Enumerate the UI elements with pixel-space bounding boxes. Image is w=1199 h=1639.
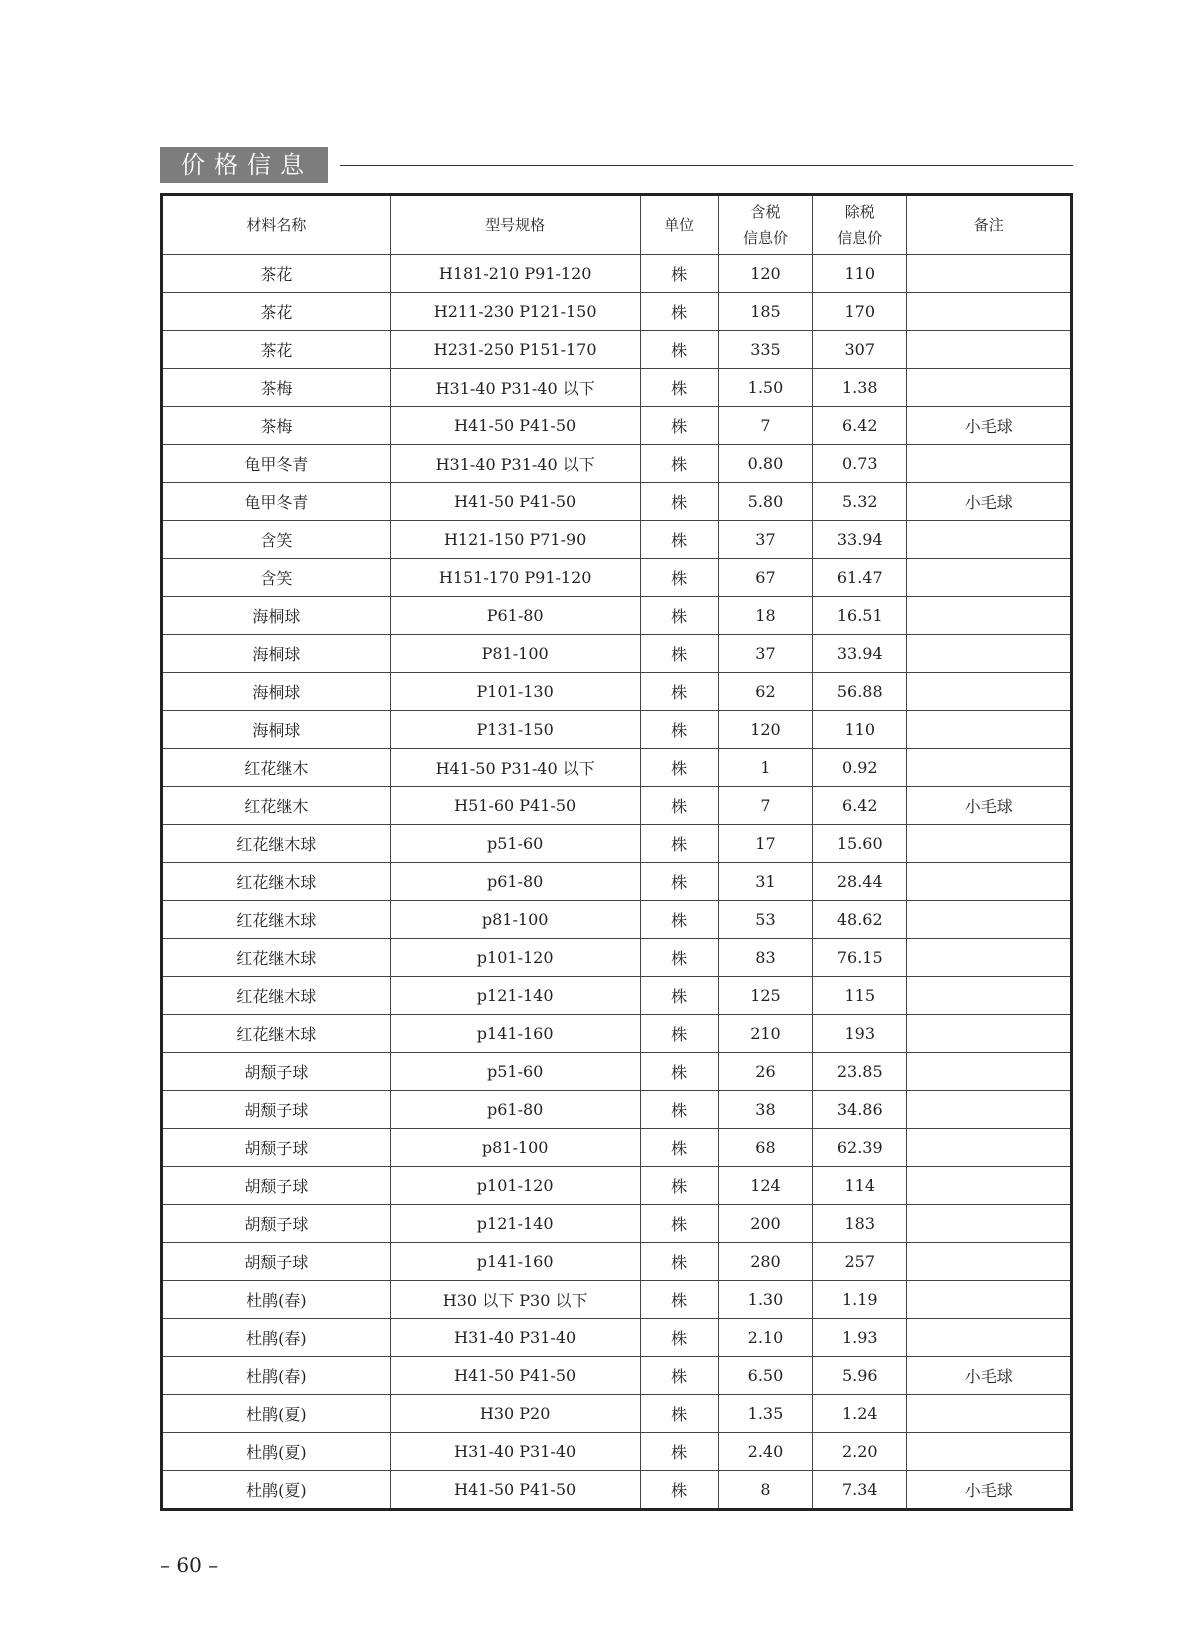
cell-material-name: 海桐球 <box>162 673 391 711</box>
table-row <box>162 1281 1072 1319</box>
cell-unit: 株 <box>640 1281 718 1319</box>
cell-tax-excl-price: 33.94 <box>813 521 907 559</box>
cell-tax-excl-price: 62.39 <box>813 1129 907 1167</box>
cell-tax-excl-price: 115 <box>813 977 907 1015</box>
cell-tax-excl-price: 16.51 <box>813 597 907 635</box>
cell-unit: 株 <box>640 369 718 407</box>
cell-tax-incl-price: 125 <box>718 977 812 1015</box>
cell-spec: H31-40 P31-40 以下 <box>390 445 640 483</box>
cell-tax-excl-price: 28.44 <box>813 863 907 901</box>
cell-material-name: 杜鹃(夏) <box>162 1433 391 1471</box>
cell-material-name: 胡颓子球 <box>162 1167 391 1205</box>
cell-tax-incl-price: 53 <box>718 901 812 939</box>
cell-tax-excl-price: 6.42 <box>813 787 907 825</box>
cell-spec: P61-80 <box>390 597 640 635</box>
cell-tax-excl-price: 34.86 <box>813 1091 907 1129</box>
header-tax-incl-line2: 信息价 <box>742 229 788 247</box>
cell-note <box>907 673 1072 711</box>
header-tax-incl-price <box>718 195 812 255</box>
cell-tax-incl-price: 18 <box>718 597 812 635</box>
table-row <box>162 673 1072 711</box>
cell-material-name: 胡颓子球 <box>162 1129 391 1167</box>
price-table <box>160 193 1073 1511</box>
table-row <box>162 445 1072 483</box>
cell-tax-incl-price: 68 <box>718 1129 812 1167</box>
cell-tax-excl-price: 1.19 <box>813 1281 907 1319</box>
cell-material-name: 海桐球 <box>162 635 391 673</box>
cell-spec: H31-40 P31-40 <box>390 1319 640 1357</box>
cell-spec: p121-140 <box>390 977 640 1015</box>
cell-material-name: 含笑 <box>162 559 391 597</box>
cell-tax-excl-price: 33.94 <box>813 635 907 673</box>
cell-spec: H31-40 P31-40 <box>390 1433 640 1471</box>
cell-note: 小毛球 <box>907 483 1072 521</box>
cell-note: 小毛球 <box>907 1357 1072 1395</box>
table-row <box>162 901 1072 939</box>
cell-material-name: 胡颓子球 <box>162 1053 391 1091</box>
cell-tax-incl-price: 6.50 <box>718 1357 812 1395</box>
cell-unit: 株 <box>640 1471 718 1510</box>
section-divider <box>340 165 1073 166</box>
cell-tax-incl-price: 2.10 <box>718 1319 812 1357</box>
cell-material-name: 红花继木球 <box>162 1015 391 1053</box>
cell-unit: 株 <box>640 331 718 369</box>
cell-spec: p121-140 <box>390 1205 640 1243</box>
cell-unit: 株 <box>640 1243 718 1281</box>
cell-note <box>907 635 1072 673</box>
cell-material-name: 胡颓子球 <box>162 1205 391 1243</box>
header-tax-excl-line1: 除税 <box>844 203 875 221</box>
cell-spec: p101-120 <box>390 939 640 977</box>
cell-note <box>907 1053 1072 1091</box>
cell-note <box>907 445 1072 483</box>
table-row <box>162 749 1072 787</box>
cell-unit: 株 <box>640 635 718 673</box>
cell-spec: p51-60 <box>390 1053 640 1091</box>
cell-tax-excl-price: 114 <box>813 1167 907 1205</box>
header-material-name: 材料名称 <box>162 195 391 255</box>
cell-note <box>907 749 1072 787</box>
table-header-row <box>162 195 1072 255</box>
table-row <box>162 1053 1072 1091</box>
cell-unit: 株 <box>640 1091 718 1129</box>
cell-tax-excl-price: 61.47 <box>813 559 907 597</box>
cell-tax-excl-price: 183 <box>813 1205 907 1243</box>
cell-unit: 株 <box>640 445 718 483</box>
cell-tax-incl-price: 83 <box>718 939 812 977</box>
cell-spec: p61-80 <box>390 863 640 901</box>
table-row <box>162 521 1072 559</box>
cell-note <box>907 1091 1072 1129</box>
cell-tax-incl-price: 37 <box>718 521 812 559</box>
cell-note <box>907 331 1072 369</box>
cell-unit: 株 <box>640 597 718 635</box>
cell-tax-excl-price: 257 <box>813 1243 907 1281</box>
cell-material-name: 茶梅 <box>162 369 391 407</box>
cell-note <box>907 1243 1072 1281</box>
cell-material-name: 茶花 <box>162 331 391 369</box>
cell-tax-incl-price: 210 <box>718 1015 812 1053</box>
cell-unit: 株 <box>640 1129 718 1167</box>
table-row <box>162 939 1072 977</box>
cell-tax-excl-price: 56.88 <box>813 673 907 711</box>
cell-tax-incl-price: 120 <box>718 711 812 749</box>
cell-tax-incl-price: 37 <box>718 635 812 673</box>
header-spec: 型号规格 <box>390 195 640 255</box>
cell-unit: 株 <box>640 825 718 863</box>
cell-unit: 株 <box>640 1395 718 1433</box>
cell-tax-incl-price: 7 <box>718 787 812 825</box>
cell-note <box>907 293 1072 331</box>
cell-tax-incl-price: 67 <box>718 559 812 597</box>
table-row <box>162 1129 1072 1167</box>
cell-tax-excl-price: 193 <box>813 1015 907 1053</box>
cell-note <box>907 863 1072 901</box>
cell-note <box>907 825 1072 863</box>
cell-spec: H211-230 P121-150 <box>390 293 640 331</box>
cell-spec: H151-170 P91-120 <box>390 559 640 597</box>
cell-unit: 株 <box>640 787 718 825</box>
cell-tax-incl-price: 1.30 <box>718 1281 812 1319</box>
cell-material-name: 胡颓子球 <box>162 1243 391 1281</box>
table-row <box>162 407 1072 445</box>
cell-tax-incl-price: 335 <box>718 331 812 369</box>
cell-tax-incl-price: 26 <box>718 1053 812 1091</box>
cell-tax-incl-price: 280 <box>718 1243 812 1281</box>
cell-spec: H231-250 P151-170 <box>390 331 640 369</box>
table-row <box>162 597 1072 635</box>
cell-note <box>907 1015 1072 1053</box>
table-row <box>162 1319 1072 1357</box>
cell-material-name: 红花继木球 <box>162 901 391 939</box>
cell-spec: P101-130 <box>390 673 640 711</box>
table-row <box>162 1091 1072 1129</box>
table-row <box>162 1243 1072 1281</box>
cell-unit: 株 <box>640 1433 718 1471</box>
cell-tax-excl-price: 110 <box>813 711 907 749</box>
cell-tax-excl-price: 48.62 <box>813 901 907 939</box>
cell-tax-incl-price: 7 <box>718 407 812 445</box>
cell-spec: p101-120 <box>390 1167 640 1205</box>
table-row <box>162 711 1072 749</box>
cell-tax-excl-price: 110 <box>813 255 907 293</box>
table-row <box>162 635 1072 673</box>
table-row <box>162 1471 1072 1510</box>
cell-spec: H30 P20 <box>390 1395 640 1433</box>
cell-note <box>907 901 1072 939</box>
cell-tax-incl-price: 200 <box>718 1205 812 1243</box>
cell-tax-excl-price: 5.32 <box>813 483 907 521</box>
cell-material-name: 茶花 <box>162 293 391 331</box>
cell-material-name: 胡颓子球 <box>162 1091 391 1129</box>
cell-material-name: 海桐球 <box>162 597 391 635</box>
table-row <box>162 293 1072 331</box>
cell-spec: p81-100 <box>390 1129 640 1167</box>
cell-tax-excl-price: 0.73 <box>813 445 907 483</box>
cell-material-name: 红花继木球 <box>162 939 391 977</box>
cell-note <box>907 559 1072 597</box>
cell-tax-excl-price: 23.85 <box>813 1053 907 1091</box>
cell-tax-incl-price: 5.80 <box>718 483 812 521</box>
header-tax-excl-line2: 信息价 <box>837 229 883 247</box>
cell-tax-excl-price: 6.42 <box>813 407 907 445</box>
table-row <box>162 1167 1072 1205</box>
cell-tax-excl-price: 2.20 <box>813 1433 907 1471</box>
header-note: 备注 <box>907 195 1072 255</box>
cell-note: 小毛球 <box>907 787 1072 825</box>
table-row <box>162 787 1072 825</box>
cell-spec: H31-40 P31-40 以下 <box>390 369 640 407</box>
cell-spec: p61-80 <box>390 1091 640 1129</box>
cell-note <box>907 711 1072 749</box>
table-row <box>162 483 1072 521</box>
cell-material-name: 海桐球 <box>162 711 391 749</box>
cell-material-name: 茶梅 <box>162 407 391 445</box>
cell-tax-incl-price: 62 <box>718 673 812 711</box>
cell-unit: 株 <box>640 939 718 977</box>
cell-material-name: 红花继木球 <box>162 977 391 1015</box>
table-row <box>162 1395 1072 1433</box>
cell-spec: H51-60 P41-50 <box>390 787 640 825</box>
cell-spec: H41-50 P31-40 以下 <box>390 749 640 787</box>
cell-note <box>907 1319 1072 1357</box>
table-row <box>162 977 1072 1015</box>
cell-unit: 株 <box>640 1205 718 1243</box>
cell-material-name: 茶花 <box>162 255 391 293</box>
cell-unit: 株 <box>640 521 718 559</box>
cell-note <box>907 255 1072 293</box>
cell-unit: 株 <box>640 483 718 521</box>
section-title: 价格信息 <box>160 147 328 183</box>
cell-note: 小毛球 <box>907 1471 1072 1510</box>
cell-tax-incl-price: 0.80 <box>718 445 812 483</box>
header-unit: 单位 <box>640 195 718 255</box>
cell-note <box>907 1281 1072 1319</box>
cell-tax-incl-price: 1 <box>718 749 812 787</box>
cell-tax-excl-price: 1.24 <box>813 1395 907 1433</box>
cell-unit: 株 <box>640 255 718 293</box>
cell-unit: 株 <box>640 901 718 939</box>
cell-material-name: 杜鹃(春) <box>162 1357 391 1395</box>
cell-tax-incl-price: 8 <box>718 1471 812 1510</box>
cell-tax-incl-price: 185 <box>718 293 812 331</box>
cell-spec: p51-60 <box>390 825 640 863</box>
cell-tax-excl-price: 7.34 <box>813 1471 907 1510</box>
table-body <box>162 255 1072 1510</box>
table-row <box>162 369 1072 407</box>
cell-tax-excl-price: 15.60 <box>813 825 907 863</box>
cell-unit: 株 <box>640 673 718 711</box>
cell-material-name: 红花继木 <box>162 749 391 787</box>
cell-spec: H41-50 P41-50 <box>390 1471 640 1510</box>
table-row <box>162 1015 1072 1053</box>
cell-unit: 株 <box>640 293 718 331</box>
cell-material-name: 杜鹃(夏) <box>162 1395 391 1433</box>
cell-tax-excl-price: 307 <box>813 331 907 369</box>
cell-tax-excl-price: 76.15 <box>813 939 907 977</box>
cell-note <box>907 1395 1072 1433</box>
cell-tax-incl-price: 1.35 <box>718 1395 812 1433</box>
cell-spec: H41-50 P41-50 <box>390 1357 640 1395</box>
table-row <box>162 825 1072 863</box>
cell-material-name: 红花继木球 <box>162 825 391 863</box>
table-row <box>162 331 1072 369</box>
cell-tax-incl-price: 120 <box>718 255 812 293</box>
cell-spec: P81-100 <box>390 635 640 673</box>
table-row <box>162 1433 1072 1471</box>
cell-note <box>907 1167 1072 1205</box>
cell-spec: H181-210 P91-120 <box>390 255 640 293</box>
cell-unit: 株 <box>640 1357 718 1395</box>
cell-spec: P131-150 <box>390 711 640 749</box>
page-number: – 60 – <box>160 1553 219 1577</box>
cell-unit: 株 <box>640 1167 718 1205</box>
table-row <box>162 559 1072 597</box>
header-tax-incl-line1: 含税 <box>750 203 781 221</box>
cell-material-name: 杜鹃(夏) <box>162 1471 391 1510</box>
cell-material-name: 红花继木球 <box>162 863 391 901</box>
cell-material-name: 含笑 <box>162 521 391 559</box>
cell-unit: 株 <box>640 1015 718 1053</box>
cell-unit: 株 <box>640 977 718 1015</box>
cell-note <box>907 1129 1072 1167</box>
table-row <box>162 255 1072 293</box>
cell-spec: H30 以下 P30 以下 <box>390 1281 640 1319</box>
cell-tax-excl-price: 5.96 <box>813 1357 907 1395</box>
cell-unit: 株 <box>640 1053 718 1091</box>
cell-material-name: 龟甲冬青 <box>162 445 391 483</box>
cell-unit: 株 <box>640 863 718 901</box>
cell-material-name: 红花继木 <box>162 787 391 825</box>
cell-tax-incl-price: 17 <box>718 825 812 863</box>
cell-unit: 株 <box>640 559 718 597</box>
cell-unit: 株 <box>640 1319 718 1357</box>
cell-spec: H41-50 P41-50 <box>390 407 640 445</box>
cell-note <box>907 1433 1072 1471</box>
cell-note <box>907 1205 1072 1243</box>
table-row <box>162 1357 1072 1395</box>
cell-material-name: 龟甲冬青 <box>162 483 391 521</box>
cell-unit: 株 <box>640 711 718 749</box>
cell-tax-incl-price: 31 <box>718 863 812 901</box>
cell-tax-incl-price: 38 <box>718 1091 812 1129</box>
cell-spec: p141-160 <box>390 1015 640 1053</box>
cell-tax-incl-price: 124 <box>718 1167 812 1205</box>
cell-tax-excl-price: 170 <box>813 293 907 331</box>
cell-material-name: 杜鹃(春) <box>162 1281 391 1319</box>
cell-note <box>907 521 1072 559</box>
cell-tax-excl-price: 0.92 <box>813 749 907 787</box>
cell-spec: p141-160 <box>390 1243 640 1281</box>
cell-note <box>907 977 1072 1015</box>
cell-tax-incl-price: 1.50 <box>718 369 812 407</box>
header-tax-excl-price <box>813 195 907 255</box>
cell-tax-excl-price: 1.93 <box>813 1319 907 1357</box>
cell-spec: p81-100 <box>390 901 640 939</box>
section-header <box>160 147 1073 183</box>
cell-unit: 株 <box>640 749 718 787</box>
cell-tax-excl-price: 1.38 <box>813 369 907 407</box>
cell-spec: H41-50 P41-50 <box>390 483 640 521</box>
cell-material-name: 杜鹃(春) <box>162 1319 391 1357</box>
cell-note <box>907 597 1072 635</box>
cell-note <box>907 369 1072 407</box>
cell-note <box>907 939 1072 977</box>
cell-tax-incl-price: 2.40 <box>718 1433 812 1471</box>
cell-unit: 株 <box>640 407 718 445</box>
table-row <box>162 863 1072 901</box>
cell-note: 小毛球 <box>907 407 1072 445</box>
cell-spec: H121-150 P71-90 <box>390 521 640 559</box>
table-row <box>162 1205 1072 1243</box>
